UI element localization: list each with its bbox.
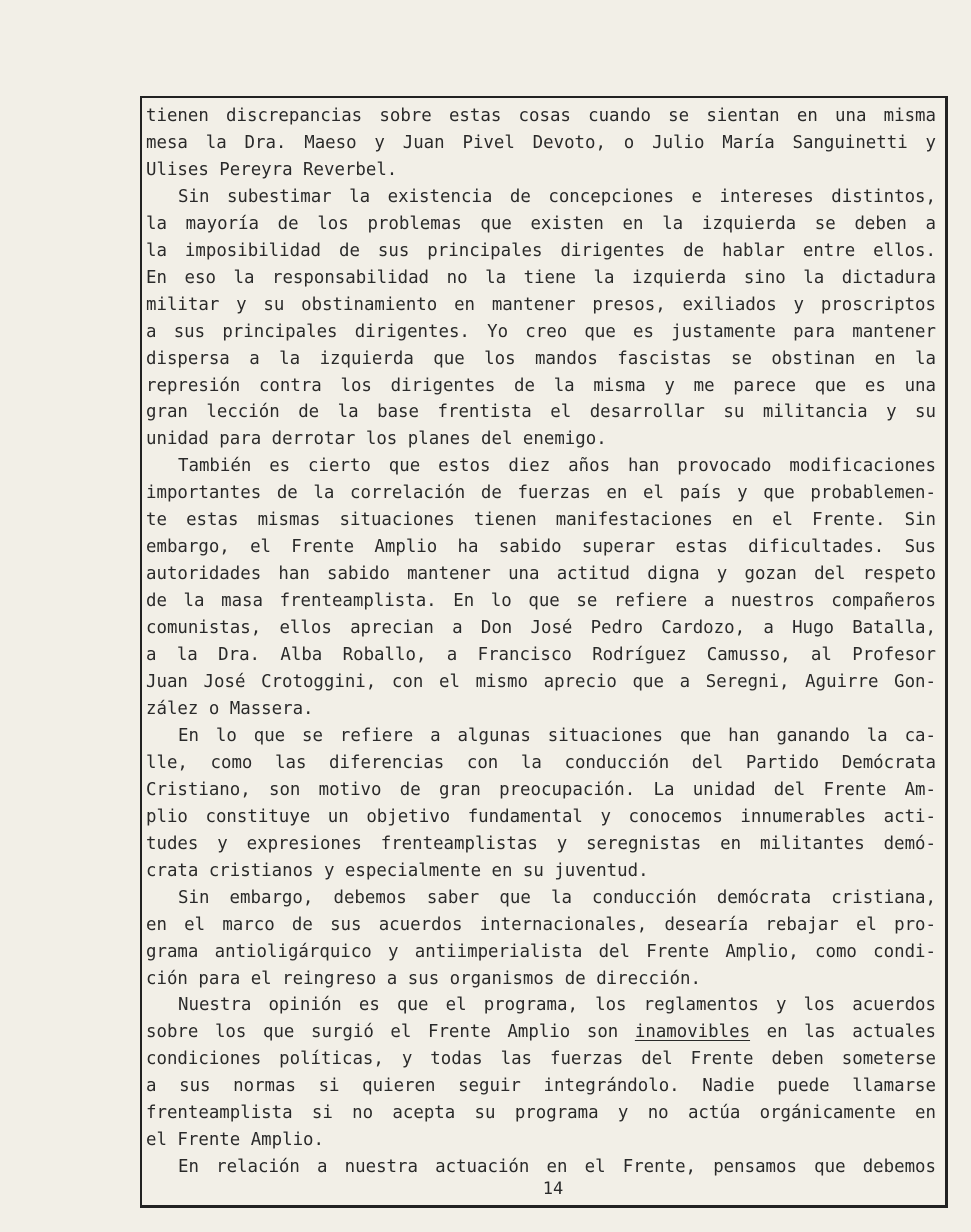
- text-line: Nuestra opinión es que el programa, los reglamentos y los acuerdos: [178, 995, 936, 1016]
- text-line: gran lección de la base frentista el desarrollar su militancia y su: [146, 402, 936, 423]
- text-line: sobre los que surgió el Frente Amplio son inamovibles en las actuales: [146, 1022, 936, 1043]
- text-line: Ulises Pereyra Reverbel.: [146, 159, 398, 180]
- text-line: crata cristianos y especialmente en su juventud.: [146, 860, 649, 881]
- text-line: frenteamplista si no acepta su programa y no actúa orgánicamente en: [146, 1103, 936, 1124]
- text-line: represión contra los dirigentes de la misma y me parece que es una: [146, 375, 936, 396]
- text-line: unidad para derrotar los planes del enemigo.: [146, 429, 607, 450]
- text-line: importantes de la correlación de fuerzas en el país y que probablemen-: [146, 483, 936, 504]
- text-line: ción para el reingreso a sus organismos de dirección.: [146, 968, 701, 989]
- text-line: tienen discrepancias sobre estas cosas cuando se sientan en una misma: [146, 106, 936, 126]
- document-body: [146, 103, 936, 1181]
- text-line: militar y su obstinamiento en mantener presos, exiliados y proscriptos: [146, 294, 936, 315]
- text-line: Sin subestimar la existencia de concepciones e intereses distintos,: [178, 186, 936, 207]
- text-line: a sus normas si quieren seguir integrándolo. Nadie puede llamarse: [146, 1076, 936, 1097]
- text-line: Sin embargo, debemos saber que la conducción demócrata cristiana,: [178, 887, 936, 908]
- text-line: plio constituye un objetivo fundamental y conocemos innumerables acti-: [146, 806, 936, 827]
- text-line: zález o Massera.: [146, 698, 314, 719]
- text-line: en el marco de sus acuerdos internacionales, desearía rebajar el pro-: [146, 914, 936, 935]
- text-line: dispersa a la izquierda que los mandos fascistas se obstinan en la: [146, 348, 936, 369]
- text-line: Juan José Crotoggini, con el mismo aprecio que a Seregni, Aguirre Gon-: [146, 672, 936, 693]
- text-line: En lo que se refiere a algunas situaciones que han ganando la ca-: [178, 725, 936, 746]
- text-line: embargo, el Frente Amplio ha sabido superar estas dificultades. Sus: [146, 537, 936, 558]
- text-line: También es cierto que estos diez años han provocado modificaciones: [178, 456, 936, 477]
- text-line: mesa la Dra. Maeso y Juan Pivel Devoto, o Julio María Sanguinetti y: [146, 132, 936, 153]
- text-line: de la masa frenteamplista. En lo que se refiere a nuestros compañeros: [146, 591, 936, 612]
- text-line: En eso la responsabilidad no la tiene la izquierda sino la dictadura: [146, 267, 936, 288]
- text-line: En relación a nuestra actuación en el Frente, pensamos que debemos: [178, 1157, 936, 1178]
- text-line: lle, como las diferencias con la conducción del Partido Demócrata: [146, 752, 936, 773]
- text-line: a la Dra. Alba Roballo, a Francisco Rodríguez Camusso, al Profesor: [146, 645, 936, 666]
- text-line: autoridades han sabido mantener una actitud digna y gozan del respeto: [146, 564, 936, 585]
- text-line: a sus principales dirigentes. Yo creo que es justamente para mantener: [146, 321, 936, 342]
- underlined-word: inamovibles: [634, 1022, 751, 1043]
- text-line: condiciones políticas, y todas las fuerzas del Frente deben someterse: [146, 1049, 936, 1070]
- text-line: la imposibilidad de sus principales dirigentes de hablar entre ellos.: [146, 240, 936, 261]
- text-line: el Frente Amplio.: [146, 1130, 324, 1151]
- text-line: tudes y expresiones frenteamplistas y seregnistas en militantes demó-: [146, 833, 936, 854]
- page-number: 14: [542, 1179, 564, 1199]
- text-line: Cristiano, son motivo de gran preocupación. La unidad del Frente Am-: [146, 779, 936, 800]
- text-line: te estas mismas situaciones tienen manifestaciones en el Frente. Sin: [146, 510, 936, 531]
- text-line: grama antioligárquico y antiimperialista del Frente Amplio, como condi-: [146, 941, 936, 962]
- text-line: la mayoría de los problemas que existen en la izquierda se deben a: [146, 213, 936, 234]
- text-line: comunistas, ellos aprecian a Don José Pedro Cardozo, a Hugo Batalla,: [146, 618, 936, 639]
